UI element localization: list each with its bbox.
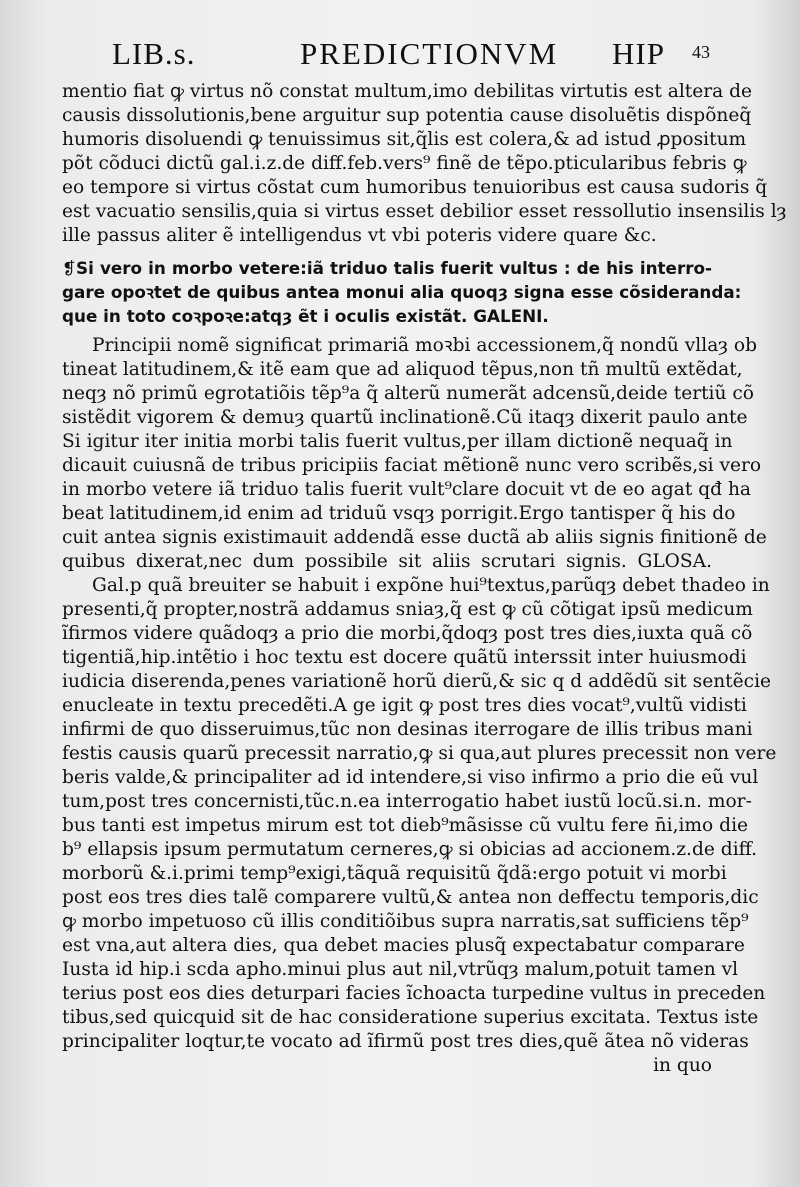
- text-line: dicauit cuiusnã de tribus pricipiis faciat mẽtionẽ nunc vero scribẽs,si vero: [62, 455, 762, 476]
- paragraph-galen: [62, 334, 767, 574]
- text-block: [62, 80, 787, 1078]
- text-line: in morbo vetere iã triduo talis fuerit vult⁹clare docuit vt de eo agat qđ ha: [62, 479, 752, 500]
- text-line: ille passus aliter ẽ intelligendus vt vbi poteris videre quare &c.: [62, 225, 657, 246]
- text-line: morborũ &.i.primi temp⁹exigi,tãquã requisitũ q̃dã:ergo potuit vi morbi: [62, 863, 727, 884]
- text-line: beris valde,& principaliter ad id intendere,si viso infirmo a prio die eũ vul: [62, 767, 759, 788]
- text-line: ĩfirmos videre quãdoqȝ a prio die morbi,q̃doqȝ post tres dies,iuxta quã cõ: [62, 623, 753, 644]
- text-line: presenti,q̃ propter,nostrã addamus sniaȝ,q̃ est ꝙ cũ cõtigat ipsũ medicum: [62, 599, 753, 620]
- text-line: cuit antea signis existimauit addendã esse ductã ab aliis signis finitionẽ de: [62, 527, 767, 548]
- text-line: iudicia diserenda,penes variationẽ horũ dierũ,& sic q d addẽdũ sit sentẽcie: [62, 671, 772, 692]
- header-author: HIP: [612, 36, 665, 71]
- text-line: mentio fiat ꝙ virtus nõ constat multum,imo debilitas virtutis est altera de: [62, 81, 753, 102]
- text-line: infirmi de quo disseruimus,tũc non desinas iterrogare de illis tribus mani: [62, 719, 753, 740]
- text-line: Gal.p quã breuiter se habuit i expõne hui⁹textus,parũqȝ debet thadeo in: [92, 575, 770, 596]
- text-line: Iusta id hip.i scda apho.minui plus aut nil,vtrũqȝ malum,potuit tamen vl: [62, 959, 739, 980]
- text-line: b⁹ ellapsis ipsum permutatum cerneres,ꝙ si obicias ad accionem.z.de diff.: [62, 839, 758, 860]
- text-line: principaliter loqtur,te vocato ad ĩfirmũ post tres dies,quẽ ãtea nõ videras: [62, 1031, 749, 1052]
- paragraph-commentary-1: [62, 80, 787, 248]
- folio-number: 43: [692, 42, 710, 62]
- text-line: causis dissolutionis,bene arguitur sup potentia cause disoluẽtis dispõneq̃: [62, 105, 752, 126]
- text-line: tibus,sed quicquid sit de hac consideratione superius excitata. Textus iste: [62, 1007, 759, 1028]
- text-line: beat latitudinem,id enim ad triduũ vsqȝ porrigit.Ergo tantisper q̃ his do: [62, 503, 736, 524]
- text-line: est vna,aut altera dies, qua debet macies plusq̃ expectabatur comparare: [62, 935, 745, 956]
- text-line: humoris disoluendi ꝙ tenuissimus sit,q̃lis est colera,& ad istud ꝓpositum: [62, 129, 747, 150]
- text-line: tineat latitudinem,& itẽ eam que ad aliquod tẽpus,non tñ multũ extẽdat,: [62, 359, 743, 380]
- text-line: tigentiã,hip.intẽtio i hoc textu est docere quãtũ interssit inter huiusmodi: [62, 647, 747, 668]
- text-line: post eos tres dies talẽ comparere vultũ,& antea non deffectu temporis,dic: [62, 887, 759, 908]
- text-line: ❡Si vero in morbo vetere:iã triduo talis fuerit vultus : de his interro-: [62, 258, 712, 278]
- text-line: sistẽdit vigorem & demuȝ quartũ inclinationẽ.Cũ itaqȝ dixerit paulo ante: [62, 407, 748, 428]
- text-line: que in toto coꝛpoꝛe:atqȝ ẽt i oculis existãt. GALENI.: [62, 306, 549, 326]
- text-line: terius post eos dies deturpari facies ĩchoacta turpedine vultus in preceden: [62, 983, 766, 1004]
- text-line: eo tempore si virtus cõstat cum humoribus tenuioribus est causa sudoris q̃: [62, 177, 768, 198]
- text-line: gare opoꝛtet de quibus antea monui alia quoqȝ signa esse cõsideranda:: [62, 282, 742, 302]
- text-line: quibus dixerat,nec dum possibile sit aliis scrutari signis. GLOSA.: [62, 551, 712, 572]
- text-line: Principii nomẽ significat primariã moꝛbi accessionem,q̃ nondũ vllaȝ ob: [92, 335, 757, 356]
- text-line: põt cõduci dictũ gal.i.z.de diff.feb.vers⁹ finẽ de tẽpo.pticularibus febris ꝙ: [62, 153, 747, 174]
- paragraph-aphorism: [62, 256, 742, 328]
- running-header: [0, 36, 800, 76]
- text-line: neqȝ nõ primũ egrotatiõis tẽp⁹a q̃ alterũ numerãt adcensũ,deide tertiũ cõ: [62, 383, 754, 404]
- header-book-label: LIB.s.: [112, 36, 196, 71]
- paragraph-glosa: [62, 574, 777, 1054]
- text-line: festis causis quarũ precessit narratio,ꝙ si qua,aut plures precessit non vere: [62, 743, 777, 764]
- text-line: enucleate in textu precedẽti.A ge igit ꝙ post tres dies vocat⁹,vultũ vidisti: [62, 695, 747, 716]
- catchword: in quo: [653, 1055, 712, 1076]
- text-line: tum,post tres concernisti,tũc.n.ea interrogatio habet iustũ locũ.si.n. mor-: [62, 791, 752, 812]
- header-title: PREDICTIONVM: [300, 36, 559, 71]
- text-line: ꝙ morbo impetuoso cũ illis conditiõibus supra narratis,sat sufficiens tẽp⁹: [62, 911, 749, 932]
- text-line: bus tanti est impetus mirum est tot dieb⁹mãsisse cũ vultu fere n̄i,imo die: [62, 815, 749, 836]
- text-line: Si igitur iter initia morbi talis fuerit vultus,per illam dictionẽ nequaq̃ in: [62, 431, 733, 452]
- text-line: est vacuatio sensilis,quia si virtus esset debilior esset ressollutio insensilis lȝ: [62, 201, 787, 222]
